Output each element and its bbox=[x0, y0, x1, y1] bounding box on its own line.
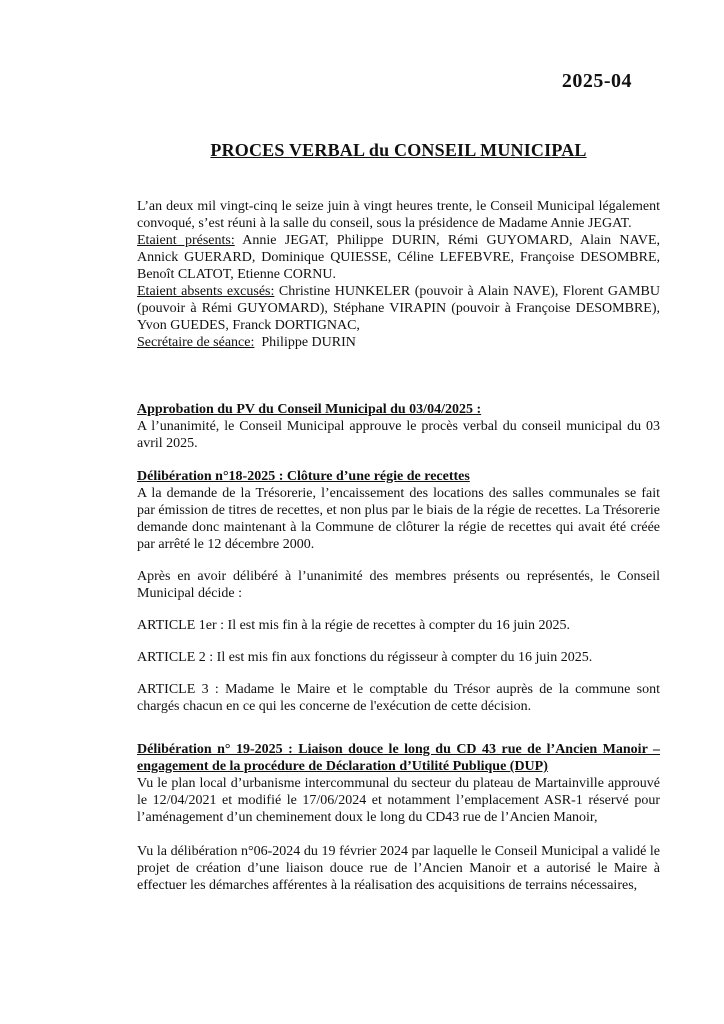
doc-title: PROCES VERBAL du CONSEIL MUNICIPAL bbox=[210, 140, 587, 160]
opening-paragraph: L’an deux mil vingt-cinq le seize juin à vingt heures trente, le Conseil Municipal légalement convoqué, s’est réuni à la salle du conseil, sous la présidence de Madame Annie JEGAT. bbox=[137, 199, 660, 231]
doc-number: 2025-04 bbox=[561, 70, 632, 92]
section-heading-approbation: Approbation du PV du Conseil Municipal du 03/04/2025 : bbox=[137, 402, 482, 417]
article-3-paragraph: ARTICLE 3 : Madame le Maire et le comptable du Trésor auprès de la commune sont chargés chacun en ce qui les concerne de l'exécution de cette décision. bbox=[137, 682, 660, 714]
article-2-paragraph: ARTICLE 2 : Il est mis fin aux fonctions du régisseur à compter du 16 juin 2025. bbox=[137, 650, 593, 665]
section-paragraph: A l’unanimité, le Conseil Municipal approuve le procès verbal du conseil municipal du 03 avril 2025. bbox=[137, 419, 660, 451]
section-deliberation-19-2025 bbox=[137, 741, 660, 894]
section-heading-deliberation-18: Délibération n°18-2025 : Clôture d’une régie de recettes bbox=[137, 469, 470, 484]
intro-block bbox=[137, 198, 660, 351]
absents-paragraph bbox=[137, 283, 660, 334]
presents-paragraph bbox=[137, 232, 660, 283]
section-paragraph: A la demande de la Trésorerie, l’encaissement des locations des salles communales se fait par émission de titres de recettes, et non plus par le biais de la régie de recettes. La Trésorerie demande donc maintenant à la Commune de clôturer la régie de recettes qui avait été créée par arrêté le 12 décembre 2000. bbox=[137, 486, 660, 552]
presents-label: Etaient présents: bbox=[137, 233, 235, 248]
section-approbation-pv bbox=[137, 401, 660, 452]
secretary-paragraph bbox=[137, 334, 660, 351]
secretary-label: Secrétaire de séance: bbox=[137, 335, 255, 350]
section-paragraph: Vu le plan local d’urbanisme intercommunal du secteur du plateau de Martainville approuvé le 12/04/2021 et modifié le 17/06/2024 et notamment l’emplacement ASR-1 réservé pour l’aménagement d’un cheminement doux le long du CD43 rue de l’Ancien Manoir, bbox=[137, 776, 660, 825]
section-deliberation-18-2025 bbox=[137, 468, 660, 715]
section-paragraph: Après en avoir délibéré à l’unanimité des membres présents ou représentés, le Conseil Municipal décide : bbox=[137, 569, 660, 601]
absents-names: Christine HUNKELER (pouvoir à Alain NAVE), Florent GAMBU (pouvoir à Rémi GUYOMARD), Stéphane VIRAPIN (pouvoir à Françoise DESOMBRE), Yvon GUEDES, Franck DORTIGNAC, bbox=[137, 284, 660, 333]
section-paragraph: Vu la délibération n°06-2024 du 19 février 2024 par laquelle le Conseil Municipal a validé le projet de création d’une liaison douce rue de l’Ancien Manoir et a autorisé le Maire à effectuer les démarches afférentes à la réalisation des acquisitions de terrains nécessaires, bbox=[137, 844, 660, 893]
absents-label: Etaient absents excusés: bbox=[137, 284, 275, 299]
article-1-paragraph: ARTICLE 1er : Il est mis fin à la régie de recettes à compter du 16 juin 2025. bbox=[137, 618, 571, 633]
secretary-name: Philippe DURIN bbox=[254, 335, 356, 350]
presents-names: Annie JEGAT, Philippe DURIN, Rémi GUYOMARD, Alain NAVE, Annick GUERARD, Dominique QUIESSE, Céline LEFEBVRE, Françoise DESOMBRE, Benoît CLATOT, Etienne CORNU. bbox=[137, 233, 661, 282]
section-heading-deliberation-19: Délibération n° 19-2025 : Liaison douce le long du CD 43 rue de l’Ancien Manoir – engagement de la procédure de Déclaration d’Utilité Publique (DUP) bbox=[137, 742, 660, 774]
